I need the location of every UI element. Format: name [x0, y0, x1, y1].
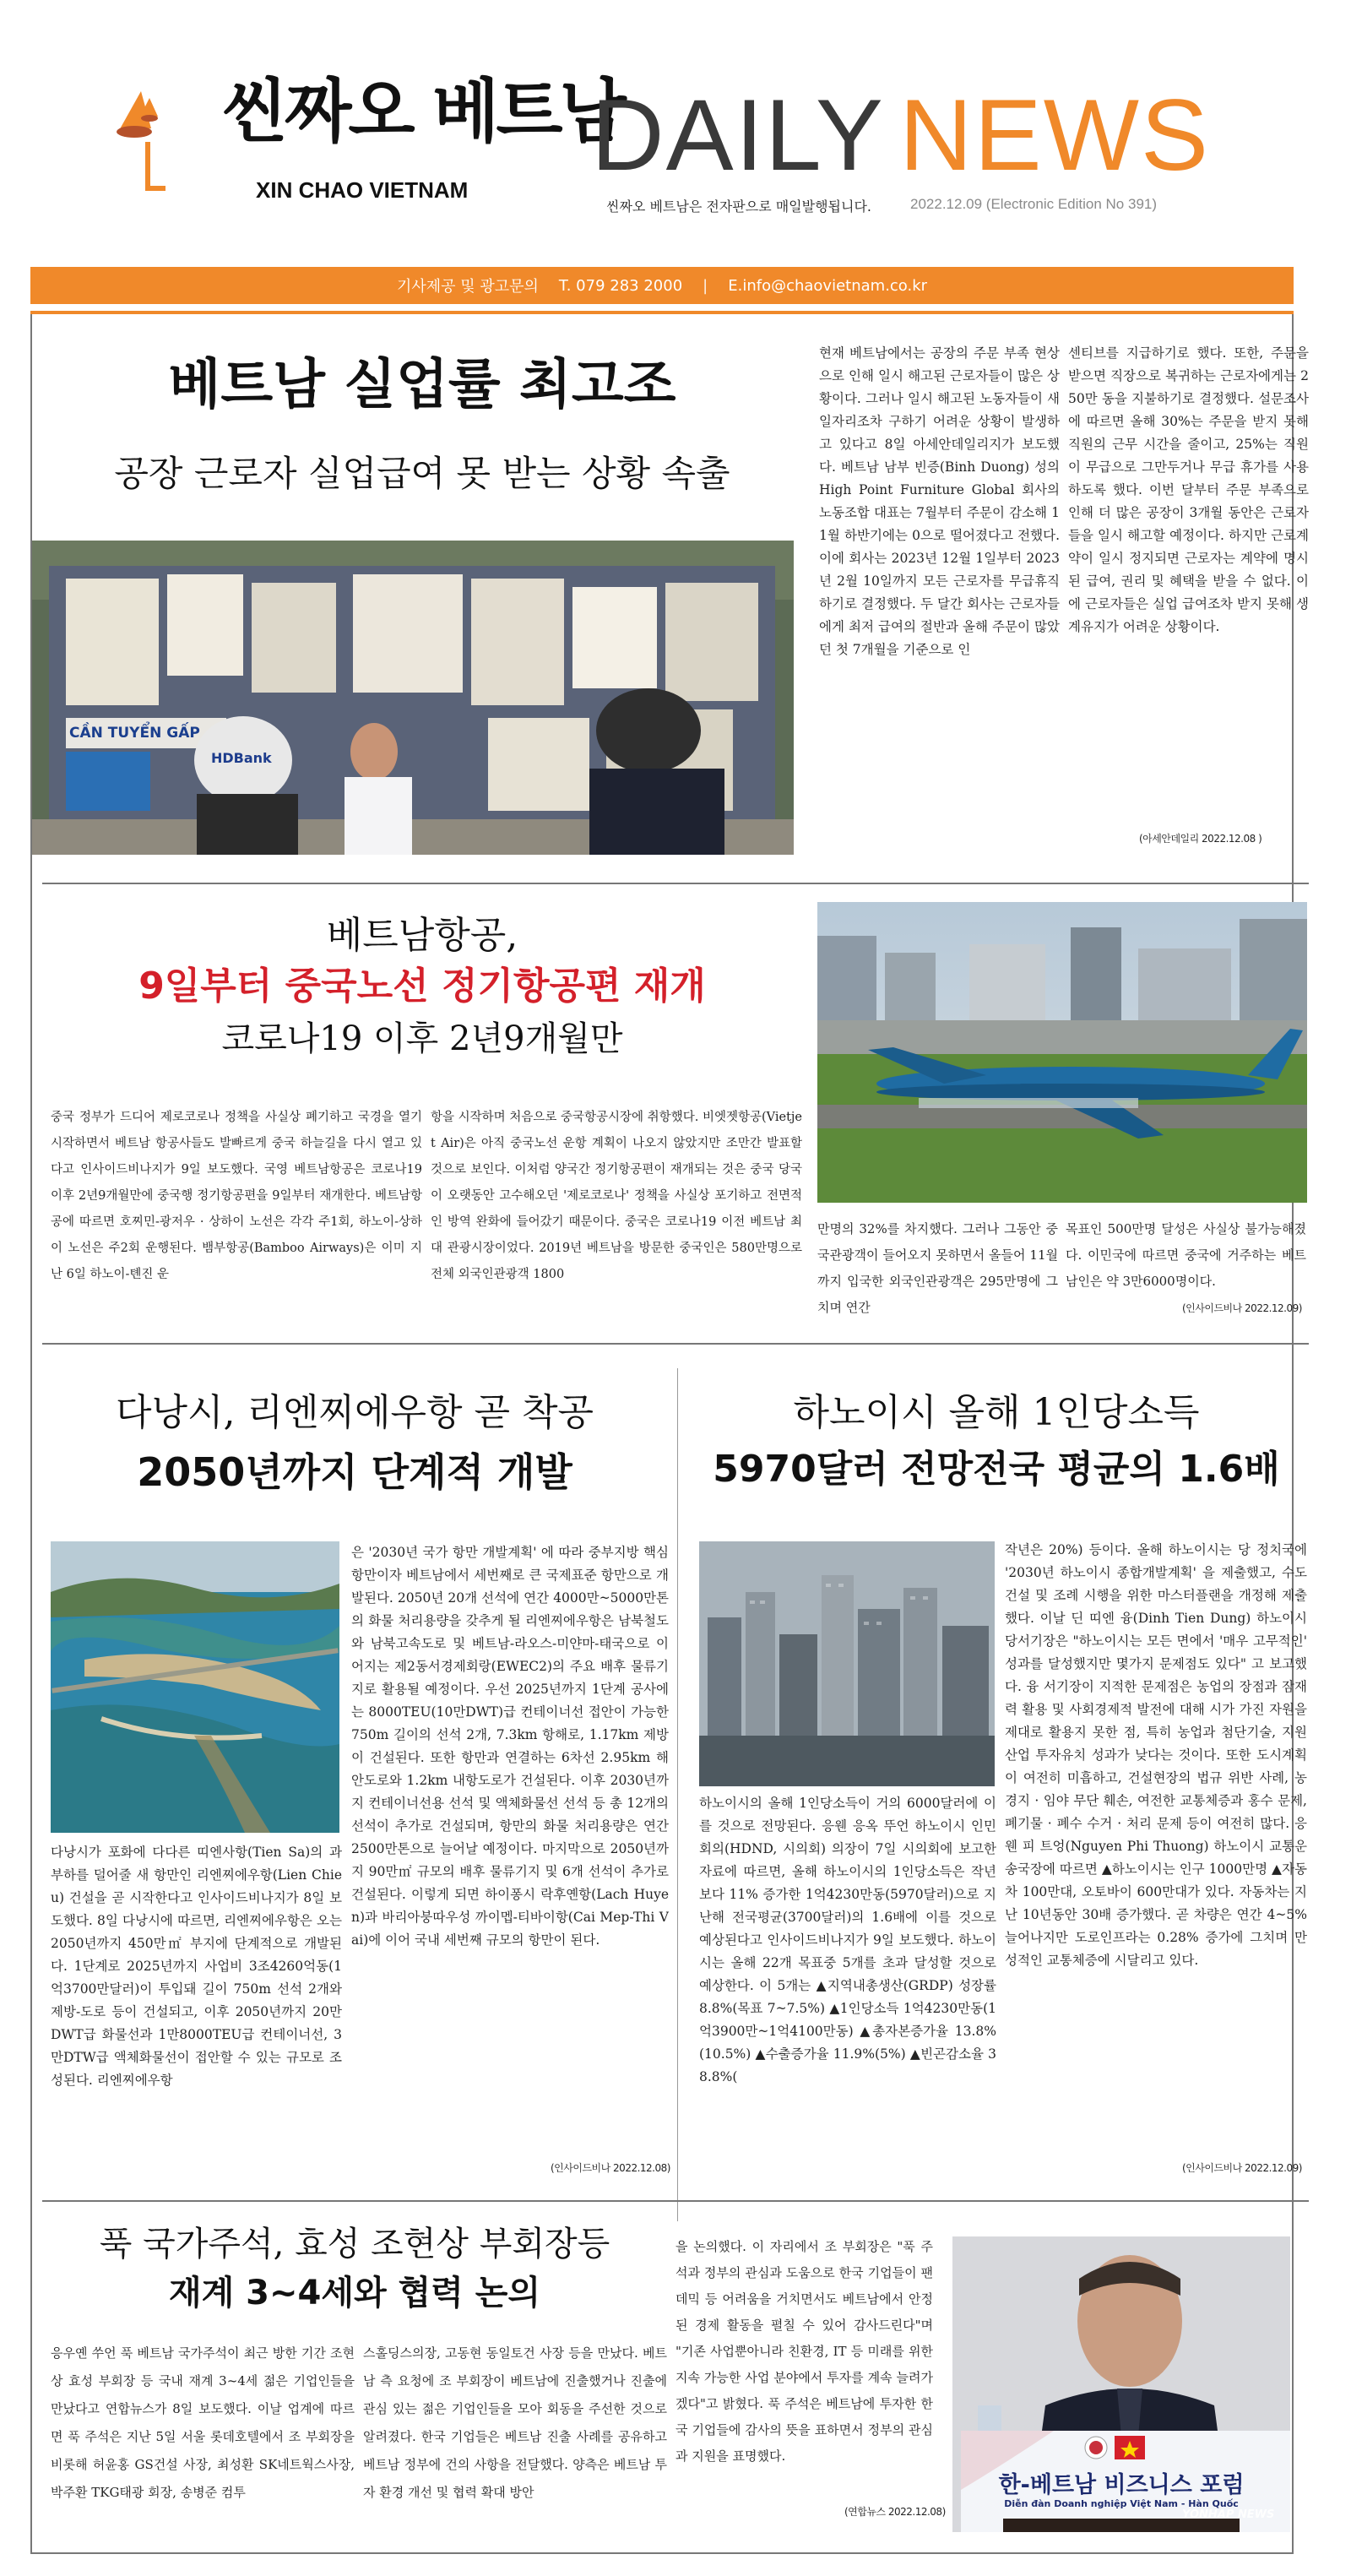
photo-sign-text: CẦN TUYỂN GẤP [69, 725, 200, 742]
article-column-2: 은 '2030년 국가 항만 개발계획' 에 따라 중부지방 핵심 항만이자 베트남에서 세번째로 큰 국제표준 항만으로 개발된다. 2050년 20개 선석에 연간 4000만~5000만톤의 화물 처리용량을 갖추게 될 리엔찌에우항은 남북철도와 남북고속도로 및 베트남-라오스-미얀마-태국으로 이어지는 제2동서경제회랑(EWEC2)의 주요 배후 물류기지로 활용될 예정이다. 우선 2025년까지 1단계 공사에는 8000TEU(10만DWT)급 컨테이너선 접안이 가능한 750m 길이의 선석 2개, 7.3km 항해로, 1.17km 제방이 건설된다. 또한 항만과 연결하는 6차선 2.95km 해안도로와 1.2km 내항도로가 건설된다. 이후 2030년까지 컨테이너선용 선석 및 액체화물선 선석 등 총 12개의 선석이 추가로 건설되며, 항만의 화물 처리용량은 연간 2500만톤으로 늘어날 예정이다. 마지막으로 2050년까지 90만㎡ 규모의 배후 물류기지 및 6개 선석이 추가로 건설된다. 이렇게 되면 하이퐁시 락후옌항(Lach Huyen)과 바리아붕따우성 까이멥-티바이항(Cai Mep-Thi Vai)에 이어 국내 세번째 규모의 항만이 된다. [351, 1545, 669, 1948]
masthead [0, 0, 1351, 262]
contact-email[interactable]: E.info@chaovietnam.co.kr [728, 276, 928, 295]
article-source: (인사이드비나 2022.12.08) [551, 2162, 670, 2174]
article-headline-line2: 재계 3~4세와 협력 논의 [168, 2274, 541, 2312]
photo-helmet-text: HDBank [211, 750, 272, 766]
podium-title: 한-베트남 비즈니스 포럼 [998, 2472, 1245, 2498]
article-headline-line1: 푹 국가주석, 효성 조현상 부회장등 [99, 2225, 610, 2264]
article-headline-line2: 2050년까지 단계적 개발 [137, 1449, 572, 1495]
article-headline-highlight: 9일부터 중국노선 정기항공편 재개 [138, 965, 706, 1008]
article-column-4: 목표인 500만명 달성은 사실상 불가능해졌다. 이민국에 따르면 중국에 거주하는 베트남인은 약 3만6000명이다. [1066, 1221, 1306, 1289]
photo-airplane [817, 902, 1307, 1203]
article-headline-line2: 5970달러 전망전국 평균의 1.6배 [713, 1448, 1280, 1491]
article-column-2: 센티브를 지급하기로 했다. 또한, 주문을 받으면 직장으로 복귀하는 근로자에게는 250만 동을 지불하기로 결정했다. 설문조사에 따르면 올해 30%는 주문을 받지 못해 직원의 근무 시간을 줄이고, 25%는 직원이 무급으로 그만두거나 무급 휴가를 사용하도록 했다. 이번 달부터 주문 부족으로 인해 더 많은 공장이 3개월 동안은 근로자들을 일시 해고할 예정이다. 하지만 근로계약이 일시 정지되면 근로자는 계약에 명시된 급여, 권리 및 혜택을 받을 수 없다. 이에 근로자들은 실업 급여조차 받지 못해 생계유지가 어려운 상황이다. [1068, 345, 1309, 634]
article-source: (인사이드비나 2022.12.09) [1182, 1302, 1302, 1314]
photo-watermark: YONHAP NEWS [1182, 2508, 1275, 2521]
logo-korean: 씬짜오 베트남 [221, 72, 623, 152]
article-column-1: 중국 정부가 드디어 제로코로나 정책을 사실상 폐기하고 국경을 열기 시작하면서 베트남 항공사들도 발빠르게 중국 하늘길을 다시 열고 있다고 인사이드비나지가 9일 보도했다. 국영 베트남항공은 코로나19 이후 2년9개월만에 중국행 정기항공편을 9일부터 재개한다. 베트남항공에 따르면 호찌민-광저우 · 상하이 노선은 각각 주1회, 하노이-상하이 노선은 주2회 운행된다. 뱀부항공(Bamboo Airways)은 이미 지난 6일 하노이-톈진 운 [51, 1111, 422, 1281]
article-headline-line1: 다낭시, 리엔찌에우항 곧 착공 [116, 1391, 594, 1434]
article-column-3: 을 논의했다. 이 자리에서 조 부회장은 "푹 주석과 정부의 관심과 도움으로 한국 기업들이 팬데믹 등 어려움을 거치면서도 베트남에서 안정된 경제 활동을 펼칠 수 있어 감사드린다"며 "기존 사업뿐아니라 친환경, IT 등 미래를 위한 지속 가능한 사업 분야에서 투자를 계속 늘려가겠다"고 밝혔다. 푹 주석은 베트남에 투자한 한국 기업들에 감사의 뜻을 표하면서 정부의 관심과 지원을 표명했다. [676, 2239, 933, 2464]
article-column-3: 만명의 32%를 차지했다. 그러나 그동안 중국관광객이 들어오지 못하면서 올들어 11월까지 입국한 외국인관광객은 295만명에 그치며 연간 [817, 1221, 1058, 1315]
podium-subtitle: Diễn đàn Doanh nghiệp Việt Nam - Hàn Quốc [1004, 2498, 1239, 2509]
cone-logo-icon [114, 91, 190, 201]
article-source: (인사이드비나 2022.12.09) [1182, 2162, 1302, 2174]
logo-english: XIN CHAO VIETNAM [256, 177, 469, 203]
article-column-2: 항을 시작하며 처음으로 중국항공시장에 취항했다. 비엣젯항공(Vietjet Air)은 아직 중국노선 운항 계획이 나오지 않았지만 조만간 발표할 것으로 보인다. 이처럼 양국간 정기항공편이 재개되는 것은 중국 당국이 오랫동안 고수해오던 '제로코로나' 정책을 사실상 포기하고 전면적인 방역 완화에 들어갔기 때문이다. 중국은 코로나19 이전 베트남 최대 관광시장이었다. 2019년 베트남을 방문한 중국인은 580만명으로 전체 외국인관광객 1800 [431, 1111, 802, 1281]
photo-job-board [32, 541, 794, 855]
section-divider [42, 2200, 1309, 2202]
article-column-1: 하노이시의 올해 1인당소득이 거의 6000달러에 이를 것으로 전망된다. 응웬 응옥 뚜언 하노이시 인민회의(HDND, 시의회) 의장이 7일 시의회에 보고한 자료에 따르면, 올해 하노이시의 1인당소득은 작년보다 11% 증가한 1억4230만동(5970달러)으로 지난해 전국평균(3700달러)의 1.6배에 이를 것으로 예상된다고 인사이드비나지가 9일 보도했다. 하노이시는 올해 22개 목표중 5개를 초과 달성할 것으로 예상한다. 이 5개는 ▲지역내총생산(GRDP) 성장률 8.8%(목표 7~7.5%) ▲1인당소득 1억4230만동(1억3900만~1억4100만동) ▲총자본증가율 13.8%(10.5%) ▲수출증가율 11.9%(5%) ▲빈곤감소율 38.8%( [699, 1796, 996, 2084]
tagline: 씬짜오 베트남은 전자판으로 매일발행됩니다. [606, 198, 872, 215]
photo-business-forum [952, 2236, 1290, 2532]
contact-separator: | [703, 276, 708, 295]
article-headline: 베트남 실업률 최고조 [168, 354, 676, 416]
article-source: (아세안데일리 2022.12.08 ) [1139, 833, 1262, 845]
photo-danang-aerial [51, 1541, 339, 1833]
edition-info: 2022.12.09 (Electronic Edition No 391) [910, 196, 1158, 212]
section-divider [42, 1343, 1309, 1345]
article-column-2: 스홀딩스의장, 고동현 동일토건 사장 등을 만났다. 베트남 측 요청에 조 부회장이 베트남에 진출했거나 진출에 관심 있는 젊은 기업인들을 모아 회동을 주선한 것으로 알려졌다. 한국 기업들은 베트남 진출 사례를 공유하고 베트남 정부에 건의 사항을 전달했다. 양측은 베트남 투자 환경 개선 및 협력 확대 방안 [363, 2345, 667, 2500]
contact-bar [30, 267, 1294, 304]
article-headline-line1: 하노이시 올해 1인당소득 [793, 1391, 1200, 1434]
section-divider [42, 883, 1309, 884]
column-divider [677, 1368, 678, 2221]
article-column-1: 응우옌 쑤언 푹 베트남 국가주석이 최근 방한 기간 조현상 효성 부회장 등 국내 재계 3~4세 젊은 기업인들을 만났다고 연합뉴스가 8일 보도했다. 이날 업계에 따르면 푹 주석은 지난 5일 서울 롯데호텔에서 조 부회장을 비롯해 허윤홍 GS건설 사장, 최성환 SK네트웍스사장, 박주환 TKG태광 회장, 송병준 컴투 [51, 2345, 355, 2500]
contact-phone[interactable]: T. 079 283 2000 [558, 276, 683, 295]
photo-hanoi-skyline [699, 1541, 995, 1786]
article-column-1: 현재 베트남에서는 공장의 주문 부족 현상으로 인해 일시 해고된 근로자들이 많은 상황이다. 그러나 일시 해고된 노동자들이 새 일자리조차 구하기 어려운 상황이 발생하고 있다고 8일 아세안데일리지가 보도했다. 베트남 남부 빈증(Binh Duong) 성의 High Point Furniture Global 회사의 노동조합 대표는 7월부터 주문이 감소해 11월 하반기에는 0으로 떨어졌다고 전했다. 이에 회사는 2023년 12월 1일부터 2023년 2월 10일까지 모든 근로자를 무급휴직하기로 결정했다. 두 달간 회사는 근로자들에게 최저 급여의 절반과 올해 주문이 많았던 첫 7개월을 기준으로 인 [819, 345, 1060, 657]
contact-label: 기사제공 및 광고문의 [396, 278, 539, 296]
article-subheadline: 코로나19 이후 2년9개월만 [221, 1019, 623, 1058]
article-column-2: 작년은 20%) 등이다. 올해 하노이시는 당 정치국에 '2030년 하노이시 종합개발계획' 을 제출했고, 수도 건설 및 조례 시행을 위한 마스터플랜을 개정해 제출했다. 이날 딘 띠엔 융(Dinh Tien Dung) 하노이시 당서기장은 "하노이시는 모든 면에서 '매우 고무적인' 성과를 달성했지만 몇가지 문제점도 있다" 고 보고했다. 융 서기장이 지적한 문제점은 농업의 장점과 잠재력 활용 및 사회경제적 발전에 대해 시가 가진 자원을 제대로 활용지 못한 점, 특히 농업과 첨단기술, 지원산업 투자유치 성과가 낮다는 것이다. 또한 도시계획이 여전히 미흡하고, 건설현장의 법규 위반 사례, 농경지 · 임야 무단 훼손, 여전한 교통체증과 홍수 문제, 폐기물 · 폐수 수거 · 처리 문제 등이 여전히 많다. 응웬 피 트엉(Nguyen Phi Thuong) 하노이시 교통운송국장에 따르면 ▲하노이시는 인구 1000만명 ▲자동차 100만대, 오토바이 600만대가 있다. 자동차는 지난 10년동안 30배 증가했다. 곧 차량은 연간 4~5% 늘어나지만 도로인프라는 0.28% 증가에 그치며 만성적인 교통체증에 시달리고 있다. [1005, 1542, 1307, 1968]
title-daily: DAILY [591, 79, 885, 192]
article-source: (연합뉴스 2022.12.08) [844, 2506, 946, 2518]
article-headline-line1: 베트남항공, [326, 914, 518, 957]
article-subheadline: 공장 근로자 실업급여 못 받는 상황 속출 [114, 453, 730, 494]
title-news: NEWS [899, 79, 1210, 192]
article-column-1: 다낭시가 포화에 다다른 띠엔사항(Tien Sa)의 과부하를 덜어줄 새 항만인 리엔찌에우항(Lien Chieu) 건설을 곧 시작한다고 인사이드비나지가 8일 보도했다. 8일 다낭시에 따르면, 리엔찌에우항은 오는 2050년까지 450만㎡ 부지에 단계적으로 개발된다. 1단계로 2025년까지 사업비 3조4260억동(1억3700만달러)이 투입돼 길이 750m 선석 2개와 제방-도로 등이 건설되고, 이후 2050년까지 20만DWT급 화물선과 1만8000TEU급 컨테이너선, 3만DTW급 액체화물선이 접안할 수 있는 규모로 조성된다. 리엔찌에우항 [51, 1845, 342, 2088]
